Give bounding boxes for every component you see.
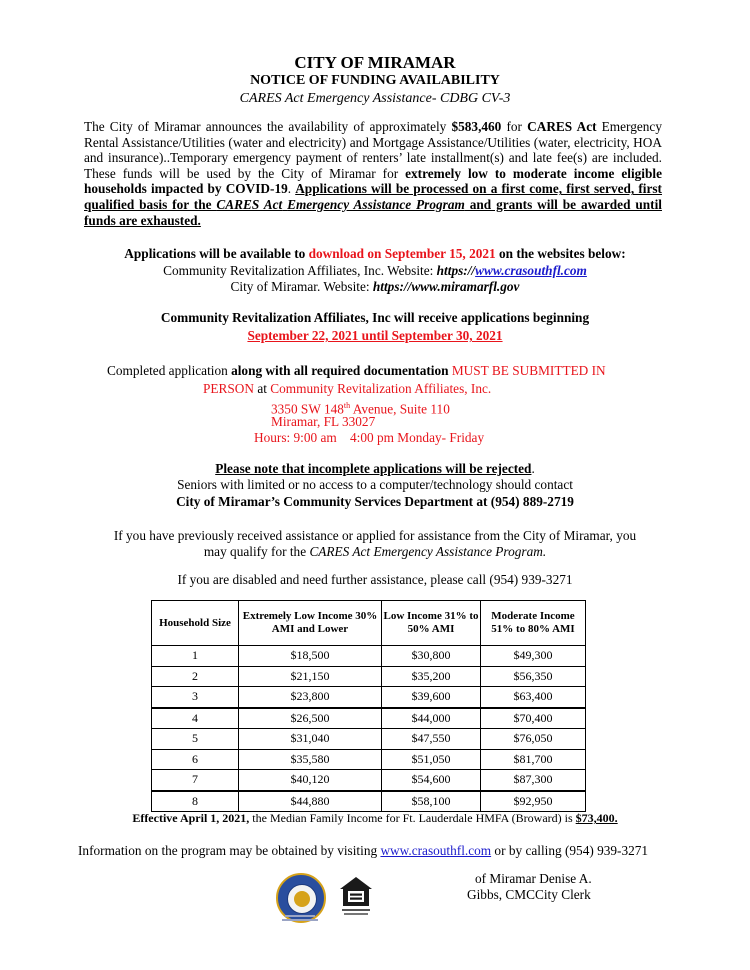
income-limit-cell: $81,700 (481, 749, 586, 770)
household-size-cell: 2 (152, 666, 239, 687)
income-limit-cell: $21,150 (239, 666, 382, 687)
disabled-assistance-line: If you are disabled and need further assistance, please call (954) 939-3271 (177, 572, 573, 587)
household-size-cell: 6 (152, 749, 239, 770)
income-limit-cell: $70,400 (481, 708, 586, 729)
income-limit-cell: $18,500 (239, 646, 382, 667)
equal-housing-opportunity-icon (339, 876, 373, 918)
table-row (152, 729, 586, 750)
previous-assistance-line-1: If you have previously received assistance or applied for assistance from the City of Miramar, you (113, 528, 637, 543)
city-website-line: City of Miramar. Website: https://www.miramarfl.gov (230, 279, 520, 294)
seal-caption (279, 913, 321, 927)
income-limit-cell: $30,800 (382, 646, 481, 667)
income-limit-cell: $44,880 (239, 791, 382, 812)
income-limit-cell: $35,580 (239, 749, 382, 770)
income-limit-cell: $51,050 (382, 749, 481, 770)
address-line-2: Miramar, FL 33027 (271, 414, 376, 429)
availability-line: Applications will be available to download on September 15, 2021 on the websites below: (124, 246, 626, 261)
organization-name: Community Revitalization Affiliates, Inc. (270, 381, 492, 396)
info-line: Information on the program may be obtained by visiting www.crasouthfl.com or by calling (954) 939-3271 (78, 843, 649, 858)
receiving-line: Community Revitalization Affiliates, Inc will receive applications beginning (160, 310, 590, 325)
household-size-cell: 7 (152, 770, 239, 791)
table-row (152, 770, 586, 791)
city-website-link[interactable]: https://www.miramarfl.gov (372, 279, 520, 294)
income-limits-table (151, 600, 586, 812)
table-header-row (152, 601, 586, 646)
cra-website-line: Community Revitalization Affiliates, Inc. Website: https://www.crasouthfl.com (163, 263, 587, 278)
household-size-cell: 4 (152, 708, 239, 729)
income-limit-cell: $40,120 (239, 770, 382, 791)
program-name: CARES Act Emergency Assistance- CDBG CV-3 (239, 91, 511, 106)
income-limit-cell: $56,350 (481, 666, 586, 687)
header-moderate: Moderate Income 51% to 80% AMI (481, 601, 586, 646)
median-income-amount: $73,400. (575, 811, 618, 825)
income-limit-cell: $23,800 (239, 687, 382, 708)
office-hours: Hours: 9:00 am 4:00 pm Monday- Friday (254, 430, 485, 445)
table-row (152, 791, 586, 812)
income-limit-cell: $76,050 (481, 729, 586, 750)
income-limit-cell: $31,040 (239, 729, 382, 750)
document-subtitle: NOTICE OF FUNDING AVAILABILITY (250, 73, 500, 88)
target-households: extremely low to moderate income eligible households impacted by COVID-19 (84, 165, 662, 197)
table-row (152, 646, 586, 667)
previous-assistance-line-2: may qualify for the CARES Act Emergency Assistance Program. (203, 544, 547, 559)
effective-date-line: Effective April 1, 2021, the Median Family Income for Ft. Lauderdale HMFA (Broward) is $73,400. (132, 811, 618, 825)
seniors-notice: Seniors with limited or no access to a computer/technology should contact (177, 477, 573, 492)
income-limit-cell: $47,550 (382, 729, 481, 750)
income-limit-cell: $58,100 (382, 791, 481, 812)
intro-paragraph: The City of Miramar announces the availability of approximately $583,460 for CARES Act Emergency Rental Assistance/Utilities (water and electricity) and Mortgage Assistance/Utilities (water, electricity, HOA and insurance)..Temporary emergency payment of renters’ late installment(s) and late fee(s) are included. These funds will be used by the City of Miramar for extremely low to moderate income eligible households impacted by COVID-19. Applications will be processed on a first come, first served, first qualified basis for the CARES Act Emergency Assistance Program and grants will be awarded until funds are exhausted. (84, 119, 662, 228)
cra-website-link[interactable]: www.crasouthfl.com (475, 263, 587, 278)
income-limit-cell: $44,000 (382, 708, 481, 729)
info-website-link[interactable]: www.crasouthfl.com (380, 843, 492, 858)
table-row (152, 749, 586, 770)
income-limit-cell: $39,600 (382, 687, 481, 708)
signature-line-1: of Miramar Denise A. (475, 871, 592, 886)
household-size-cell: 5 (152, 729, 239, 750)
household-size-cell: 3 (152, 687, 239, 708)
header-low: Low Income 31% to 50% AMI (382, 601, 481, 646)
header-extremely-low: Extremely Low Income 30% AMI and Lower (239, 601, 382, 646)
signature-line-2: Gibbs, CMCCity Clerk (467, 887, 591, 902)
income-limit-cell: $87,300 (481, 770, 586, 791)
submit-in-person-notice: MUST BE SUBMITTED IN (451, 363, 606, 378)
processing-terms: Applications will be processed on a first come, first served, first qualified basis for the CARES Act Emergency Assistance Program and grants will be awarded until funds are exhausted. (84, 181, 662, 228)
household-size-cell: 1 (152, 646, 239, 667)
income-limit-cell: $92,950 (481, 791, 586, 812)
submission-line: Completed application along with all required documentation MUST BE SUBMITTED IN (107, 363, 606, 378)
table-row (152, 666, 586, 687)
table-row (152, 687, 586, 708)
download-date: download on September 15, 2021 (308, 246, 496, 261)
income-limit-cell: $63,400 (481, 687, 586, 708)
department-contact: City of Miramar’s Community Services Department at (954) 889-2719 (176, 494, 574, 509)
incomplete-notice: Please note that incomplete applications will be rejected. (215, 461, 535, 476)
submission-location: PERSON at Community Revitalization Affiliates, Inc. (203, 381, 492, 396)
funding-amount: $583,460 (451, 119, 502, 134)
income-limit-cell: $26,500 (239, 708, 382, 729)
income-limit-cell: $54,600 (382, 770, 481, 791)
income-limit-cell: $35,200 (382, 666, 481, 687)
receiving-dates: September 22, 2021 until September 30, 2021 (247, 328, 503, 343)
document-title: CITY OF MIRAMAR (294, 53, 456, 72)
address-line-1: 3350 SW 148th Avenue, Suite 110 (271, 401, 450, 417)
header-household-size: Household Size (152, 601, 239, 646)
household-size-cell: 8 (152, 791, 239, 812)
table-row (152, 708, 586, 729)
income-limit-cell: $49,300 (481, 646, 586, 667)
